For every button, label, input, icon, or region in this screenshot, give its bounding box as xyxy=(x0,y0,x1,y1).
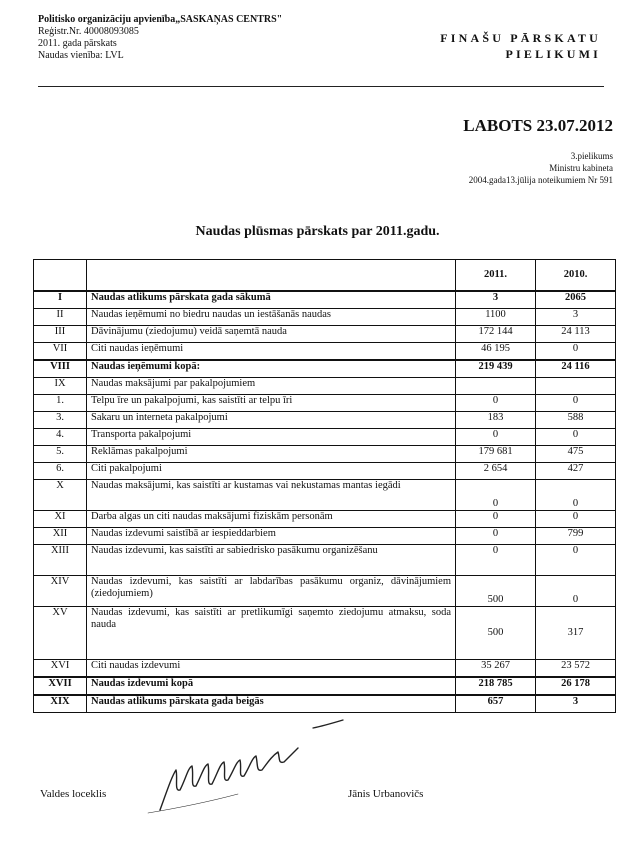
table-row xyxy=(34,343,616,361)
table-row xyxy=(34,677,616,695)
row-desc: Transporta pakalpojumi xyxy=(87,429,456,446)
annex-line2: Ministru kabineta xyxy=(549,163,613,173)
row-desc: Darba algas un citi naudas maksājumi fiziskām personām xyxy=(87,511,456,528)
table-row xyxy=(34,378,616,395)
row-desc: Sakaru un interneta pakalpojumi xyxy=(87,412,456,429)
row-2011: 179 681 xyxy=(456,446,536,463)
row-num: XIV xyxy=(34,576,87,607)
row-desc: Naudas izdevumi, kas saistīti ar labdarības pasākumu organiz, dāvinājumiem (ziedojumiem) xyxy=(87,576,456,607)
row-2011: 3 xyxy=(456,291,536,309)
report-title: Naudas plūsmas pārskats par 2011.gadu. xyxy=(195,224,440,239)
table-row xyxy=(34,660,616,678)
row-num: X xyxy=(34,480,87,511)
annex-line3: 2004.gada13.jūlija noteikumiem Nr 591 xyxy=(468,175,613,185)
row-2010: 799 xyxy=(536,528,616,545)
row-desc: Naudas atlikums pārskata gada sākumā xyxy=(87,291,456,309)
table-row xyxy=(34,480,616,511)
row-2010: 0 xyxy=(536,429,616,446)
row-desc: Telpu īre un pakalpojumi, kas saistīti ar telpu īri xyxy=(87,395,456,412)
document-title-line2: PIELIKUMI xyxy=(505,47,601,61)
header-divider xyxy=(38,86,604,87)
row-num: III xyxy=(34,326,87,343)
row-desc: Citi naudas izdevumi xyxy=(87,660,456,678)
cash-flow-table xyxy=(33,259,616,713)
row-2010: 26 178 xyxy=(536,677,616,695)
row-num: XVI xyxy=(34,660,87,678)
row-2010: 24 113 xyxy=(536,326,616,343)
table-row xyxy=(34,545,616,576)
row-2010: 3 xyxy=(536,309,616,326)
table-row xyxy=(34,511,616,528)
row-2011: 0 xyxy=(456,528,536,545)
table-row xyxy=(34,291,616,309)
row-num: VIII xyxy=(34,360,87,378)
row-num: XVII xyxy=(34,677,87,695)
registration-number: Reģistr.Nr. 40008093085 xyxy=(38,26,139,37)
signatory-role: Valdes loceklis xyxy=(40,788,107,800)
row-num: 5. xyxy=(34,446,87,463)
row-2010: 317 xyxy=(536,607,616,660)
row-desc: Naudas izdevumi, kas saistīti ar pretlikumīgi saņemto ziedojumu atmaksu, soda nauda xyxy=(87,607,456,660)
handwritten-signature xyxy=(138,718,348,818)
row-2011: 0 xyxy=(456,429,536,446)
row-2011: 35 267 xyxy=(456,660,536,678)
row-2011: 500 xyxy=(456,576,536,607)
report-period: 2011. gada pārskats xyxy=(38,38,117,49)
table-row xyxy=(34,326,616,343)
row-num: IX xyxy=(34,378,87,395)
row-2010: 588 xyxy=(536,412,616,429)
row-desc: Naudas ieņēmumi kopā: xyxy=(87,360,456,378)
row-2010: 0 xyxy=(536,480,616,511)
row-2011: 218 785 xyxy=(456,677,536,695)
row-2011: 183 xyxy=(456,412,536,429)
row-2010: 427 xyxy=(536,463,616,480)
row-2010: 0 xyxy=(536,576,616,607)
signatory-name: Jānis Urbanovičs xyxy=(348,788,424,800)
row-2010: 2065 xyxy=(536,291,616,309)
row-num: XI xyxy=(34,511,87,528)
row-2011: 0 xyxy=(456,480,536,511)
row-num: 4. xyxy=(34,429,87,446)
table-row xyxy=(34,463,616,480)
row-2011: 219 439 xyxy=(456,360,536,378)
row-2010 xyxy=(536,378,616,395)
row-desc: Dāvinājumu (ziedojumu) veidā saņemtā nauda xyxy=(87,326,456,343)
row-desc: Reklāmas pakalpojumi xyxy=(87,446,456,463)
table-row xyxy=(34,429,616,446)
row-num: VII xyxy=(34,343,87,361)
row-2011: 2 654 xyxy=(456,463,536,480)
row-2010: 0 xyxy=(536,545,616,576)
row-2011: 1100 xyxy=(456,309,536,326)
table-row xyxy=(34,576,616,607)
table-header-row xyxy=(34,260,616,292)
header-2010: 2010. xyxy=(536,260,616,292)
currency-unit: Naudas vienība: LVL xyxy=(38,50,124,61)
row-num: 3. xyxy=(34,412,87,429)
organization-name: Politisko organizāciju apvienība„SASKAŅAS CENTRS" xyxy=(38,14,283,25)
row-num: I xyxy=(34,291,87,309)
document-title-line1: FINAŠU PĀRSKATU xyxy=(440,31,601,45)
row-num: 1. xyxy=(34,395,87,412)
row-2010: 24 116 xyxy=(536,360,616,378)
row-num: XIII xyxy=(34,545,87,576)
row-2011: 0 xyxy=(456,511,536,528)
table-row xyxy=(34,395,616,412)
row-num: II xyxy=(34,309,87,326)
row-2010: 0 xyxy=(536,343,616,361)
table-row xyxy=(34,528,616,545)
table-row xyxy=(34,309,616,326)
organization-block xyxy=(38,14,282,62)
row-2010: 475 xyxy=(536,446,616,463)
row-2011: 657 xyxy=(456,695,536,713)
row-desc: Naudas izdevumi saistībā ar iespieddarbiem xyxy=(87,528,456,545)
row-2010: 0 xyxy=(536,511,616,528)
row-desc: Citi pakalpojumi xyxy=(87,463,456,480)
row-num: XV xyxy=(34,607,87,660)
corrected-stamp: LABOTS 23.07.2012 xyxy=(463,116,613,135)
table-row xyxy=(34,446,616,463)
row-desc: Naudas maksājumi, kas saistīti ar kustamas vai nekustamas mantas iegādi xyxy=(87,480,456,511)
annex-reference xyxy=(469,150,613,186)
row-2010: 3 xyxy=(536,695,616,713)
table-row xyxy=(34,607,616,660)
row-desc: Citi naudas ieņēmumi xyxy=(87,343,456,361)
row-2011 xyxy=(456,378,536,395)
row-desc: Naudas ieņēmumi no biedru naudas un iestāšanās naudas xyxy=(87,309,456,326)
table-row xyxy=(34,695,616,713)
annex-line1: 3.pielikums xyxy=(570,151,613,161)
table-row xyxy=(34,412,616,429)
row-2010: 23 572 xyxy=(536,660,616,678)
row-2011: 0 xyxy=(456,395,536,412)
header-2011: 2011. xyxy=(456,260,536,292)
row-2011: 0 xyxy=(456,545,536,576)
row-2011: 500 xyxy=(456,607,536,660)
table-row xyxy=(34,360,616,378)
row-desc: Naudas maksājumi par pakalpojumiem xyxy=(87,378,456,395)
document-title xyxy=(440,30,601,62)
row-num: 6. xyxy=(34,463,87,480)
row-num: XIX xyxy=(34,695,87,713)
row-desc: Naudas izdevumi kopā xyxy=(87,677,456,695)
header-num xyxy=(34,260,87,292)
row-2011: 172 144 xyxy=(456,326,536,343)
row-2010: 0 xyxy=(536,395,616,412)
header-desc xyxy=(87,260,456,292)
row-num: XII xyxy=(34,528,87,545)
row-desc: Naudas izdevumi, kas saistīti ar sabiedrisko pasākumu organizēšanu xyxy=(87,545,456,576)
row-desc: Naudas atlikums pārskata gada beigās xyxy=(87,695,456,713)
row-2011: 46 195 xyxy=(456,343,536,361)
